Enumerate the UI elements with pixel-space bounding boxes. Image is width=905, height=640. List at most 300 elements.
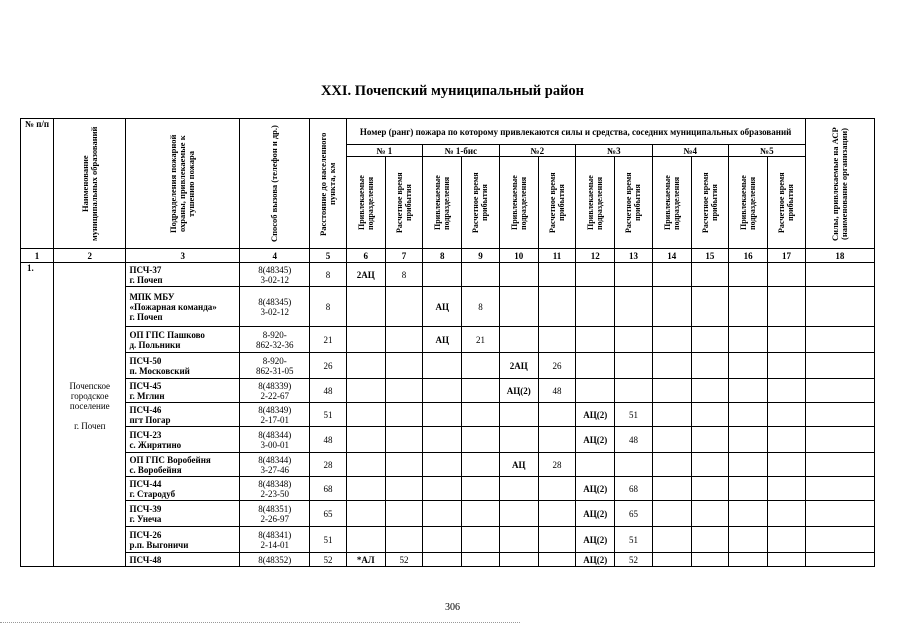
header-rank-2: №2 xyxy=(499,145,575,157)
empty-cell xyxy=(768,287,805,327)
header-rank-4-time: Расчетное время прибытия xyxy=(615,157,652,249)
time-cell: 51 xyxy=(615,403,652,427)
header-rank-2-forces: Привлекаемые подразделения xyxy=(423,157,462,249)
forces-cell xyxy=(423,453,462,477)
asr-cell xyxy=(805,501,874,527)
unit-name: МПК МБУ xyxy=(129,291,175,302)
distance-cell: 51 xyxy=(310,403,346,427)
header-rank-1-forces: Привлекаемые подразделения xyxy=(346,157,385,249)
header-unit: Подразделения пожарной охраны, привлекаемые к тушению пожара xyxy=(126,119,240,249)
time-cell xyxy=(615,379,652,403)
forces-cell xyxy=(346,477,385,501)
time-cell xyxy=(615,327,652,353)
time-cell xyxy=(538,477,575,501)
table-row xyxy=(21,287,875,327)
forces-cell: 2АЦ xyxy=(346,263,385,287)
unit-location: г. Почеп xyxy=(129,311,163,322)
municipality-line: поселение xyxy=(69,401,110,411)
asr-cell xyxy=(805,263,874,287)
column-number: 6 xyxy=(346,249,385,263)
time-cell xyxy=(615,287,652,327)
unit-cell xyxy=(126,427,240,453)
phone-code: 8(48351) xyxy=(258,503,292,514)
header-rank-6-forces: Привлекаемые подразделения xyxy=(729,157,768,249)
phone-code: 8(48345) xyxy=(258,264,292,275)
empty-cell xyxy=(768,501,805,527)
column-number: 2 xyxy=(54,249,126,263)
municipality-line: г. Почеп xyxy=(74,421,106,431)
header-municipality: Наименование муниципальных образований xyxy=(54,119,126,249)
forces-cell xyxy=(346,327,385,353)
unit-location: г. Стародуб xyxy=(129,488,176,499)
empty-cell xyxy=(729,353,768,379)
column-number: 3 xyxy=(126,249,240,263)
header-rank-1-time: Расчетное время прибытия xyxy=(385,157,422,249)
distance-cell: 65 xyxy=(310,501,346,527)
empty-cell xyxy=(729,403,768,427)
unit-cell xyxy=(126,403,240,427)
table-row xyxy=(21,327,875,353)
time-cell: 26 xyxy=(538,353,575,379)
header-rank-2-time: Расчетное время прибытия xyxy=(462,157,499,249)
asr-cell xyxy=(805,477,874,501)
forces-cell xyxy=(423,403,462,427)
unit-name: ПСЧ-45 xyxy=(129,380,162,391)
page-title: XXI. Почепский муниципальный район xyxy=(320,83,585,99)
table-row xyxy=(21,501,875,527)
phone-number: 862-31-05 xyxy=(256,365,294,376)
row-number: 1. xyxy=(21,263,54,567)
time-cell: 51 xyxy=(615,527,652,553)
empty-cell xyxy=(691,287,728,327)
header-asr: Силы, привлекаемые на АСР (наименование организации) xyxy=(805,119,874,249)
forces-cell xyxy=(499,427,538,453)
time-cell xyxy=(385,427,422,453)
empty-cell xyxy=(729,477,768,501)
phone-number: 2-22-67 xyxy=(260,390,290,401)
time-cell xyxy=(385,327,422,353)
time-cell xyxy=(462,527,499,553)
distance-cell: 52 xyxy=(310,553,346,567)
unit-cell xyxy=(126,527,240,553)
column-number: 14 xyxy=(652,249,691,263)
time-cell: 65 xyxy=(615,501,652,527)
empty-cell xyxy=(691,477,728,501)
column-number: 10 xyxy=(499,249,538,263)
municipality-line: Почепское xyxy=(69,381,111,391)
column-number: 17 xyxy=(768,249,805,263)
call-cell xyxy=(240,477,310,501)
phone-code: 8(48344) xyxy=(258,429,292,440)
call-cell xyxy=(240,453,310,477)
distance-cell: 8 xyxy=(310,263,346,287)
forces-cell: АЦ xyxy=(423,287,462,327)
forces-cell xyxy=(576,453,615,477)
time-cell xyxy=(462,427,499,453)
time-cell xyxy=(462,501,499,527)
empty-cell xyxy=(768,477,805,501)
empty-cell xyxy=(729,527,768,553)
unit-location: «Пожарная команда» xyxy=(129,301,217,312)
forces-cell xyxy=(576,353,615,379)
phone-number: 2-14-01 xyxy=(260,539,290,550)
column-number: 12 xyxy=(576,249,615,263)
empty-cell xyxy=(768,427,805,453)
time-cell xyxy=(385,379,422,403)
call-cell xyxy=(240,553,310,567)
empty-cell xyxy=(652,403,691,427)
distance-cell: 68 xyxy=(310,477,346,501)
empty-cell xyxy=(691,327,728,353)
empty-cell xyxy=(691,553,728,567)
time-cell xyxy=(385,353,422,379)
distance-cell: 51 xyxy=(310,527,346,553)
empty-cell xyxy=(691,453,728,477)
phone-number: 2-23-50 xyxy=(260,488,290,499)
time-cell xyxy=(462,553,499,567)
column-number: 8 xyxy=(423,249,462,263)
asr-cell xyxy=(805,553,874,567)
unit-name: ПСЧ-26 xyxy=(129,529,162,540)
time-cell xyxy=(538,403,575,427)
time-cell xyxy=(615,263,652,287)
unit-name: ПСЧ-44 xyxy=(129,478,162,489)
asr-cell xyxy=(805,287,874,327)
asr-cell xyxy=(805,403,874,427)
header-rank-3-forces: Привлекаемые подразделения xyxy=(499,157,538,249)
empty-cell xyxy=(691,379,728,403)
asr-cell xyxy=(805,353,874,379)
forces-cell xyxy=(423,427,462,453)
forces-cell xyxy=(346,501,385,527)
forces-cell xyxy=(423,553,462,567)
forces-cell xyxy=(346,453,385,477)
time-cell xyxy=(615,353,652,379)
empty-cell xyxy=(691,353,728,379)
forces-cell xyxy=(423,527,462,553)
table-row xyxy=(21,477,875,501)
phone-code: 8(48352) xyxy=(258,554,292,565)
header-call: Способ вызова (телефон и др.) xyxy=(240,119,310,249)
time-cell xyxy=(385,477,422,501)
forces-cell xyxy=(499,501,538,527)
time-cell xyxy=(538,287,575,327)
distance-cell: 48 xyxy=(310,427,346,453)
phone-code: 8(48344) xyxy=(258,454,292,465)
empty-cell xyxy=(729,501,768,527)
empty-cell xyxy=(691,263,728,287)
time-cell xyxy=(462,379,499,403)
unit-location: пгт Погар xyxy=(129,414,171,425)
empty-cell xyxy=(691,527,728,553)
time-cell xyxy=(538,501,575,527)
call-cell xyxy=(240,527,310,553)
empty-cell xyxy=(768,353,805,379)
time-cell: 28 xyxy=(538,453,575,477)
unit-name: ПСЧ-50 xyxy=(129,355,162,366)
table-row xyxy=(21,527,875,553)
phone-code: 8(48341) xyxy=(258,529,292,540)
empty-cell xyxy=(652,453,691,477)
empty-cell xyxy=(652,353,691,379)
table-row xyxy=(21,453,875,477)
time-cell xyxy=(462,453,499,477)
time-cell: 52 xyxy=(615,553,652,567)
forces-cell: АЦ(2) xyxy=(576,527,615,553)
time-cell: 21 xyxy=(462,327,499,353)
asr-cell xyxy=(805,379,874,403)
empty-cell xyxy=(768,527,805,553)
column-number: 5 xyxy=(310,249,346,263)
header-rank-5: №5 xyxy=(729,145,806,157)
call-cell xyxy=(240,353,310,379)
phone-code: 8(48349) xyxy=(258,404,292,415)
forces-cell xyxy=(499,403,538,427)
phone-number: 862-32-36 xyxy=(256,339,294,350)
forces-cell: АЦ(2) xyxy=(499,379,538,403)
forces-cell: АЦ xyxy=(499,453,538,477)
forces-cell xyxy=(576,379,615,403)
time-cell: 68 xyxy=(615,477,652,501)
header-distance: Расстояние до населенного пункта, км xyxy=(310,119,346,249)
call-cell xyxy=(240,403,310,427)
time-cell xyxy=(462,477,499,501)
phone-number: 2-17-01 xyxy=(260,414,290,425)
unit-location: п. Московский xyxy=(129,365,190,376)
empty-cell xyxy=(729,287,768,327)
phone-code: 8(48345) xyxy=(258,296,292,307)
empty-cell xyxy=(729,553,768,567)
unit-name: ОП ГПС Воробейня xyxy=(129,454,211,465)
unit-location: р.п. Выгоничи xyxy=(129,539,189,550)
forces-cell xyxy=(346,353,385,379)
unit-location: с. Жирятино xyxy=(129,439,182,450)
time-cell xyxy=(385,501,422,527)
forces-cell xyxy=(346,403,385,427)
municipality-name xyxy=(54,263,126,567)
time-cell xyxy=(462,353,499,379)
forces-cell: АЦ(2) xyxy=(576,501,615,527)
empty-cell xyxy=(652,501,691,527)
empty-cell xyxy=(768,263,805,287)
unit-location: г. Мглин xyxy=(129,390,165,401)
unit-cell xyxy=(126,477,240,501)
header-rank-6-time: Расчетное время прибытия xyxy=(768,157,805,249)
column-number: 9 xyxy=(462,249,499,263)
empty-cell xyxy=(691,427,728,453)
forces-cell xyxy=(423,263,462,287)
table-row xyxy=(21,403,875,427)
call-cell xyxy=(240,263,310,287)
time-cell: 8 xyxy=(462,287,499,327)
unit-cell xyxy=(126,287,240,327)
time-cell: 48 xyxy=(615,427,652,453)
asr-cell xyxy=(805,327,874,353)
empty-cell xyxy=(768,403,805,427)
call-cell xyxy=(240,379,310,403)
unit-name: ПСЧ-39 xyxy=(129,503,162,514)
forces-cell xyxy=(499,527,538,553)
time-cell xyxy=(385,287,422,327)
page-number: 306 xyxy=(445,602,460,613)
table-row xyxy=(21,263,875,287)
distance-cell: 26 xyxy=(310,353,346,379)
unit-location: с. Воробейня xyxy=(129,464,182,475)
empty-cell xyxy=(691,501,728,527)
unit-name: ПСЧ-48 xyxy=(129,554,162,565)
column-number: 11 xyxy=(538,249,575,263)
forces-cell xyxy=(346,287,385,327)
time-cell: 48 xyxy=(538,379,575,403)
forces-cell xyxy=(576,287,615,327)
time-cell xyxy=(385,527,422,553)
distance-cell: 28 xyxy=(310,453,346,477)
empty-cell xyxy=(768,553,805,567)
table-row xyxy=(21,353,875,379)
unit-location: г. Унеча xyxy=(129,513,162,524)
phone-code: 8-920- xyxy=(262,329,287,340)
column-number: 1 xyxy=(21,249,54,263)
unit-cell xyxy=(126,501,240,527)
table-row xyxy=(21,379,875,403)
empty-cell xyxy=(652,327,691,353)
time-cell xyxy=(462,403,499,427)
distance-cell: 8 xyxy=(310,287,346,327)
header-rank-5-time: Расчетное время прибытия xyxy=(691,157,728,249)
call-cell xyxy=(240,427,310,453)
phone-number: 3-02-12 xyxy=(260,306,290,317)
forces-cell xyxy=(499,287,538,327)
empty-cell xyxy=(652,527,691,553)
header-rank-4: №4 xyxy=(652,145,728,157)
time-cell xyxy=(538,427,575,453)
time-cell xyxy=(385,403,422,427)
empty-cell xyxy=(652,477,691,501)
time-cell: 52 xyxy=(385,553,422,567)
forces-cell xyxy=(576,327,615,353)
forces-cell xyxy=(346,527,385,553)
column-number: 13 xyxy=(615,249,652,263)
forces-cell xyxy=(423,501,462,527)
forces-cell xyxy=(423,353,462,379)
scan-artifact-line xyxy=(0,622,520,623)
forces-cell: 2АЦ xyxy=(499,353,538,379)
forces-cell: АЦ(2) xyxy=(576,553,615,567)
unit-cell xyxy=(126,553,240,567)
empty-cell xyxy=(729,427,768,453)
time-cell xyxy=(538,553,575,567)
forces-cell: АЦ xyxy=(423,327,462,353)
forces-cell xyxy=(499,327,538,353)
empty-cell xyxy=(652,263,691,287)
empty-cell xyxy=(768,327,805,353)
time-cell xyxy=(462,263,499,287)
empty-cell xyxy=(691,403,728,427)
header-rank-1bis: № 1-бис xyxy=(423,145,499,157)
forces-cell xyxy=(423,477,462,501)
empty-cell xyxy=(652,287,691,327)
unit-name: ПСЧ-23 xyxy=(129,429,162,440)
header-rank-5-forces: Привлекаемые подразделения xyxy=(652,157,691,249)
unit-cell xyxy=(126,353,240,379)
unit-location: д. Польники xyxy=(129,339,181,350)
empty-cell xyxy=(652,553,691,567)
time-cell xyxy=(538,527,575,553)
unit-name: ОП ГПС Пашково xyxy=(129,329,205,340)
call-cell xyxy=(240,501,310,527)
forces-cell xyxy=(499,477,538,501)
municipality-line: городское xyxy=(70,391,109,401)
empty-cell xyxy=(768,453,805,477)
time-cell xyxy=(615,453,652,477)
column-number: 15 xyxy=(691,249,728,263)
empty-cell xyxy=(652,379,691,403)
column-number: 16 xyxy=(729,249,768,263)
unit-name: ПСЧ-46 xyxy=(129,404,162,415)
empty-cell xyxy=(652,427,691,453)
empty-cell xyxy=(729,327,768,353)
unit-cell xyxy=(126,453,240,477)
table-row xyxy=(21,553,875,567)
asr-cell xyxy=(805,427,874,453)
phone-number: 3-27-46 xyxy=(260,464,290,475)
call-cell xyxy=(240,327,310,353)
phone-number: 3-00-01 xyxy=(260,439,290,450)
phone-code: 8(48348) xyxy=(258,478,292,489)
unit-cell xyxy=(126,327,240,353)
unit-cell xyxy=(126,263,240,287)
header-rank-3-time: Расчетное время прибытия xyxy=(538,157,575,249)
forces-cell xyxy=(346,427,385,453)
forces-cell xyxy=(576,263,615,287)
header-rank-4-forces: Привлекаемые подразделения xyxy=(576,157,615,249)
header-rank-1: № 1 xyxy=(346,145,422,157)
forces-cell: АЦ(2) xyxy=(576,427,615,453)
forces-cell: АЦ(2) xyxy=(576,403,615,427)
forces-cell xyxy=(423,379,462,403)
forces-cell xyxy=(346,379,385,403)
phone-number: 2-26-97 xyxy=(260,513,290,524)
distance-cell: 21 xyxy=(310,327,346,353)
empty-cell xyxy=(729,379,768,403)
forces-cell: АЦ(2) xyxy=(576,477,615,501)
empty-cell xyxy=(729,453,768,477)
forces-cell xyxy=(499,263,538,287)
unit-location: г. Почеп xyxy=(129,274,163,285)
phone-number: 3-02-12 xyxy=(260,274,290,285)
call-cell xyxy=(240,287,310,327)
asr-cell xyxy=(805,527,874,553)
table-row xyxy=(21,427,875,453)
column-number: 7 xyxy=(385,249,422,263)
time-cell: 8 xyxy=(385,263,422,287)
empty-cell xyxy=(768,379,805,403)
phone-code: 8-920- xyxy=(262,355,287,366)
fire-forces-table xyxy=(20,118,875,567)
header-rank-3: №3 xyxy=(576,145,652,157)
forces-cell xyxy=(499,553,538,567)
forces-cell: *АЛ xyxy=(346,553,385,567)
column-number: 4 xyxy=(240,249,310,263)
phone-code: 8(48339) xyxy=(258,380,292,391)
header-num: № п/п xyxy=(21,119,54,249)
time-cell xyxy=(385,453,422,477)
column-number: 18 xyxy=(805,249,874,263)
distance-cell: 48 xyxy=(310,379,346,403)
time-cell xyxy=(538,263,575,287)
time-cell xyxy=(538,327,575,353)
unit-name: ПСЧ-37 xyxy=(129,264,162,275)
